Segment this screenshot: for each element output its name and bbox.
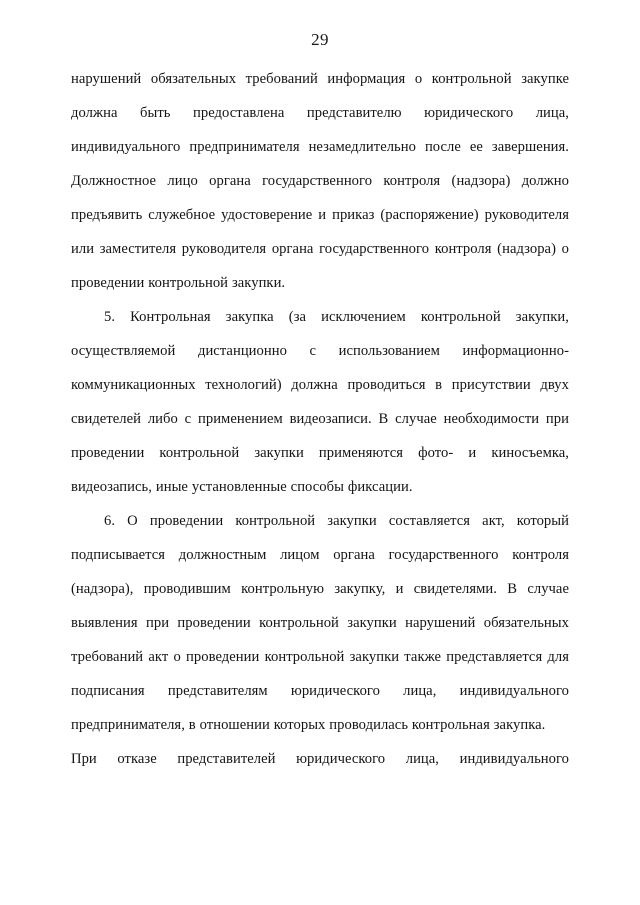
paragraph-clause-6-continued: При отказе представителей юридического лица, индивидуального — [71, 751, 569, 767]
paragraph-clause-5: 5. Контрольная закупка (за исключением контрольной закупки, осуществляемой дистанционно с использованием информационно-коммуникационных технологий) должна проводиться в присутствии двух свидетелей либо с применением видеозаписи. В случае необходимости при проведении контрольной закупки применяются фото- и киносъемка, видеозапись, иные установленные способы фиксации. — [71, 309, 569, 495]
body-text-column — [71, 62, 569, 810]
paragraph-clause-6: 6. О проведении контрольной закупки составляется акт, который подписывается должностным лицом органа государственного контроля (надзора), проводившим контрольную закупку, и свидетелями. В случае выявления при проведении контрольной закупки нарушений обязательных требований акт о проведении контрольной закупки также представляется для подписания представителям юридического лица, индивидуального предпринимателя, в отношении которых проводилась контрольная закупка. — [71, 513, 569, 733]
paragraph-continuation-of-clause-4: нарушений обязательных требований информация о контрольной закупке должна быть предоставлена представителю юридического лица, индивидуального предпринимателя незамедлительно после ее завершения. Должностное лицо органа государственного контроля (надзора) должно предъявить служебное удостоверение и приказ (распоряжение) руководителя или заместителя руководителя органа государственного контроля (надзора) о проведении контрольной закупки. — [71, 71, 569, 291]
page-number: 29 — [311, 30, 329, 49]
